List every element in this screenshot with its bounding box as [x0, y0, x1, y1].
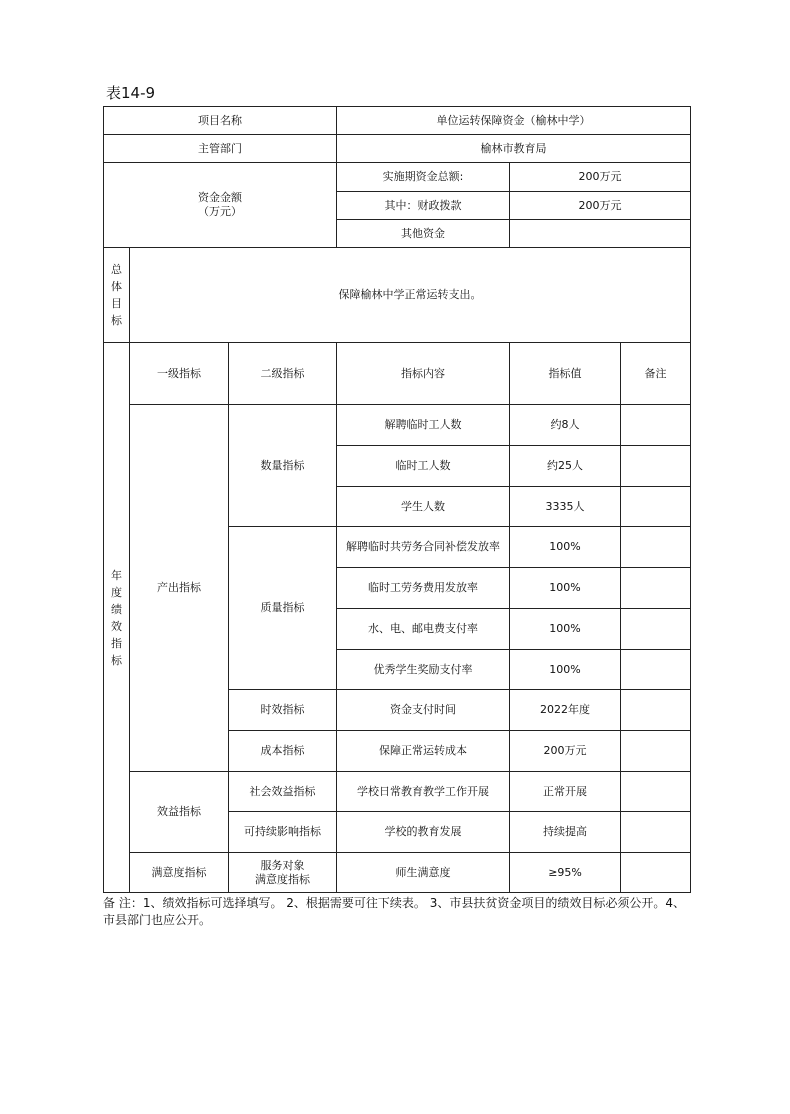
- table-row: [104, 163, 691, 192]
- other-funds-value: [510, 220, 691, 248]
- indicator-value: 100%: [510, 609, 621, 650]
- indicator-content: 解聘临时共劳务合同补偿发放率: [337, 527, 510, 568]
- indicator-remark: [621, 690, 691, 731]
- table-row: [104, 343, 691, 405]
- indicator-value: 约8人: [510, 405, 621, 446]
- indicator-content: 水、电、邮电费支付率: [337, 609, 510, 650]
- header-value: 指标值: [510, 343, 621, 405]
- indicator-content: 优秀学生奖励支付率: [337, 650, 510, 690]
- indicator-remark: [621, 853, 691, 893]
- indicator-content: 学校的教育发展: [337, 812, 510, 853]
- fiscal-funds-label: 其中：财政拨款: [337, 192, 510, 220]
- overall-goal-label: 总体目标: [104, 248, 130, 343]
- quality-indicator: 质量指标: [229, 527, 337, 690]
- indicator-content: 师生满意度: [337, 853, 510, 893]
- table-number: 表14-9: [106, 84, 156, 102]
- indicator-remark: [621, 405, 691, 446]
- funds-label-line1: 资金金额: [198, 191, 243, 204]
- indicator-value: 200万元: [510, 731, 621, 772]
- indicator-value: ≥95%: [510, 853, 621, 893]
- benefit-indicator: 效益指标: [130, 772, 229, 853]
- header-content: 指标内容: [337, 343, 510, 405]
- total-funds-value: 200万元: [510, 163, 691, 192]
- table-row: [104, 853, 691, 893]
- indicator-content: 解聘临时工人数: [337, 405, 510, 446]
- indicator-value: 2022年度: [510, 690, 621, 731]
- other-funds-label: 其他资金: [337, 220, 510, 248]
- indicator-value: 100%: [510, 650, 621, 690]
- indicator-content: 临时工人数: [337, 446, 510, 487]
- indicator-value: 持续提高: [510, 812, 621, 853]
- table-row: [104, 135, 691, 163]
- indicator-remark: [621, 812, 691, 853]
- timeliness-indicator: 时效指标: [229, 690, 337, 731]
- indicator-remark: [621, 650, 691, 690]
- indicator-value: 100%: [510, 568, 621, 609]
- funds-label: [104, 163, 337, 248]
- footnote: 备 注：1、绩效指标可选择填写。 2、根据需要可往下续表。 3、市县扶贫资金项目的绩效目标必须公开。4、市县部门也应公开。: [103, 896, 685, 927]
- service-satisfaction-line2: 满意度指标: [255, 872, 311, 886]
- cost-indicator: 成本指标: [229, 731, 337, 772]
- indicator-content: 学校日常教育教学工作开展: [337, 772, 510, 812]
- total-funds-label: 实施期资金总额:: [337, 163, 510, 192]
- quantity-indicator: 数量指标: [229, 405, 337, 527]
- indicator-content: 学生人数: [337, 487, 510, 527]
- indicator-content: 保障正常运转成本: [337, 731, 510, 772]
- project-name-value: 单位运转保障资金（榆林中学）: [337, 107, 691, 135]
- dept-label: 主管部门: [104, 135, 337, 163]
- indicator-remark: [621, 609, 691, 650]
- service-satisfaction-line1: 服务对象: [260, 858, 305, 872]
- indicator-remark: [621, 731, 691, 772]
- social-benefit-indicator: 社会效益指标: [229, 772, 337, 812]
- header-level1: 一级指标: [130, 343, 229, 405]
- indicator-remark: [621, 487, 691, 527]
- indicator-value: 3335人: [510, 487, 621, 527]
- fiscal-funds-value: 200万元: [510, 192, 691, 220]
- indicator-remark: [621, 446, 691, 487]
- annual-indicator-label: 年度绩效指标: [104, 343, 130, 893]
- sustainable-impact-indicator: 可持续影响指标: [229, 812, 337, 853]
- indicator-remark: [621, 772, 691, 812]
- project-name-label: 项目名称: [104, 107, 337, 135]
- indicator-value: 约25人: [510, 446, 621, 487]
- satisfaction-indicator: 满意度指标: [130, 853, 229, 893]
- funds-label-line2: （万元）: [198, 205, 243, 218]
- indicator-content: 临时工劳务费用发放率: [337, 568, 510, 609]
- output-indicator: 产出指标: [130, 405, 229, 772]
- table-row: [104, 405, 691, 446]
- performance-target-table: [103, 106, 691, 893]
- indicator-value: 100%: [510, 527, 621, 568]
- table-row: [104, 772, 691, 812]
- table-row: [104, 248, 691, 343]
- table-row: [104, 107, 691, 135]
- indicator-content: 资金支付时间: [337, 690, 510, 731]
- overall-goal-text: 保障榆林中学正常运转支出。: [130, 248, 691, 343]
- indicator-remark: [621, 568, 691, 609]
- service-satisfaction-indicator: [229, 853, 337, 893]
- header-remark: 备注: [621, 343, 691, 405]
- indicator-value: 正常开展: [510, 772, 621, 812]
- dept-value: 榆林市教育局: [337, 135, 691, 163]
- indicator-remark: [621, 527, 691, 568]
- header-level2: 二级指标: [229, 343, 337, 405]
